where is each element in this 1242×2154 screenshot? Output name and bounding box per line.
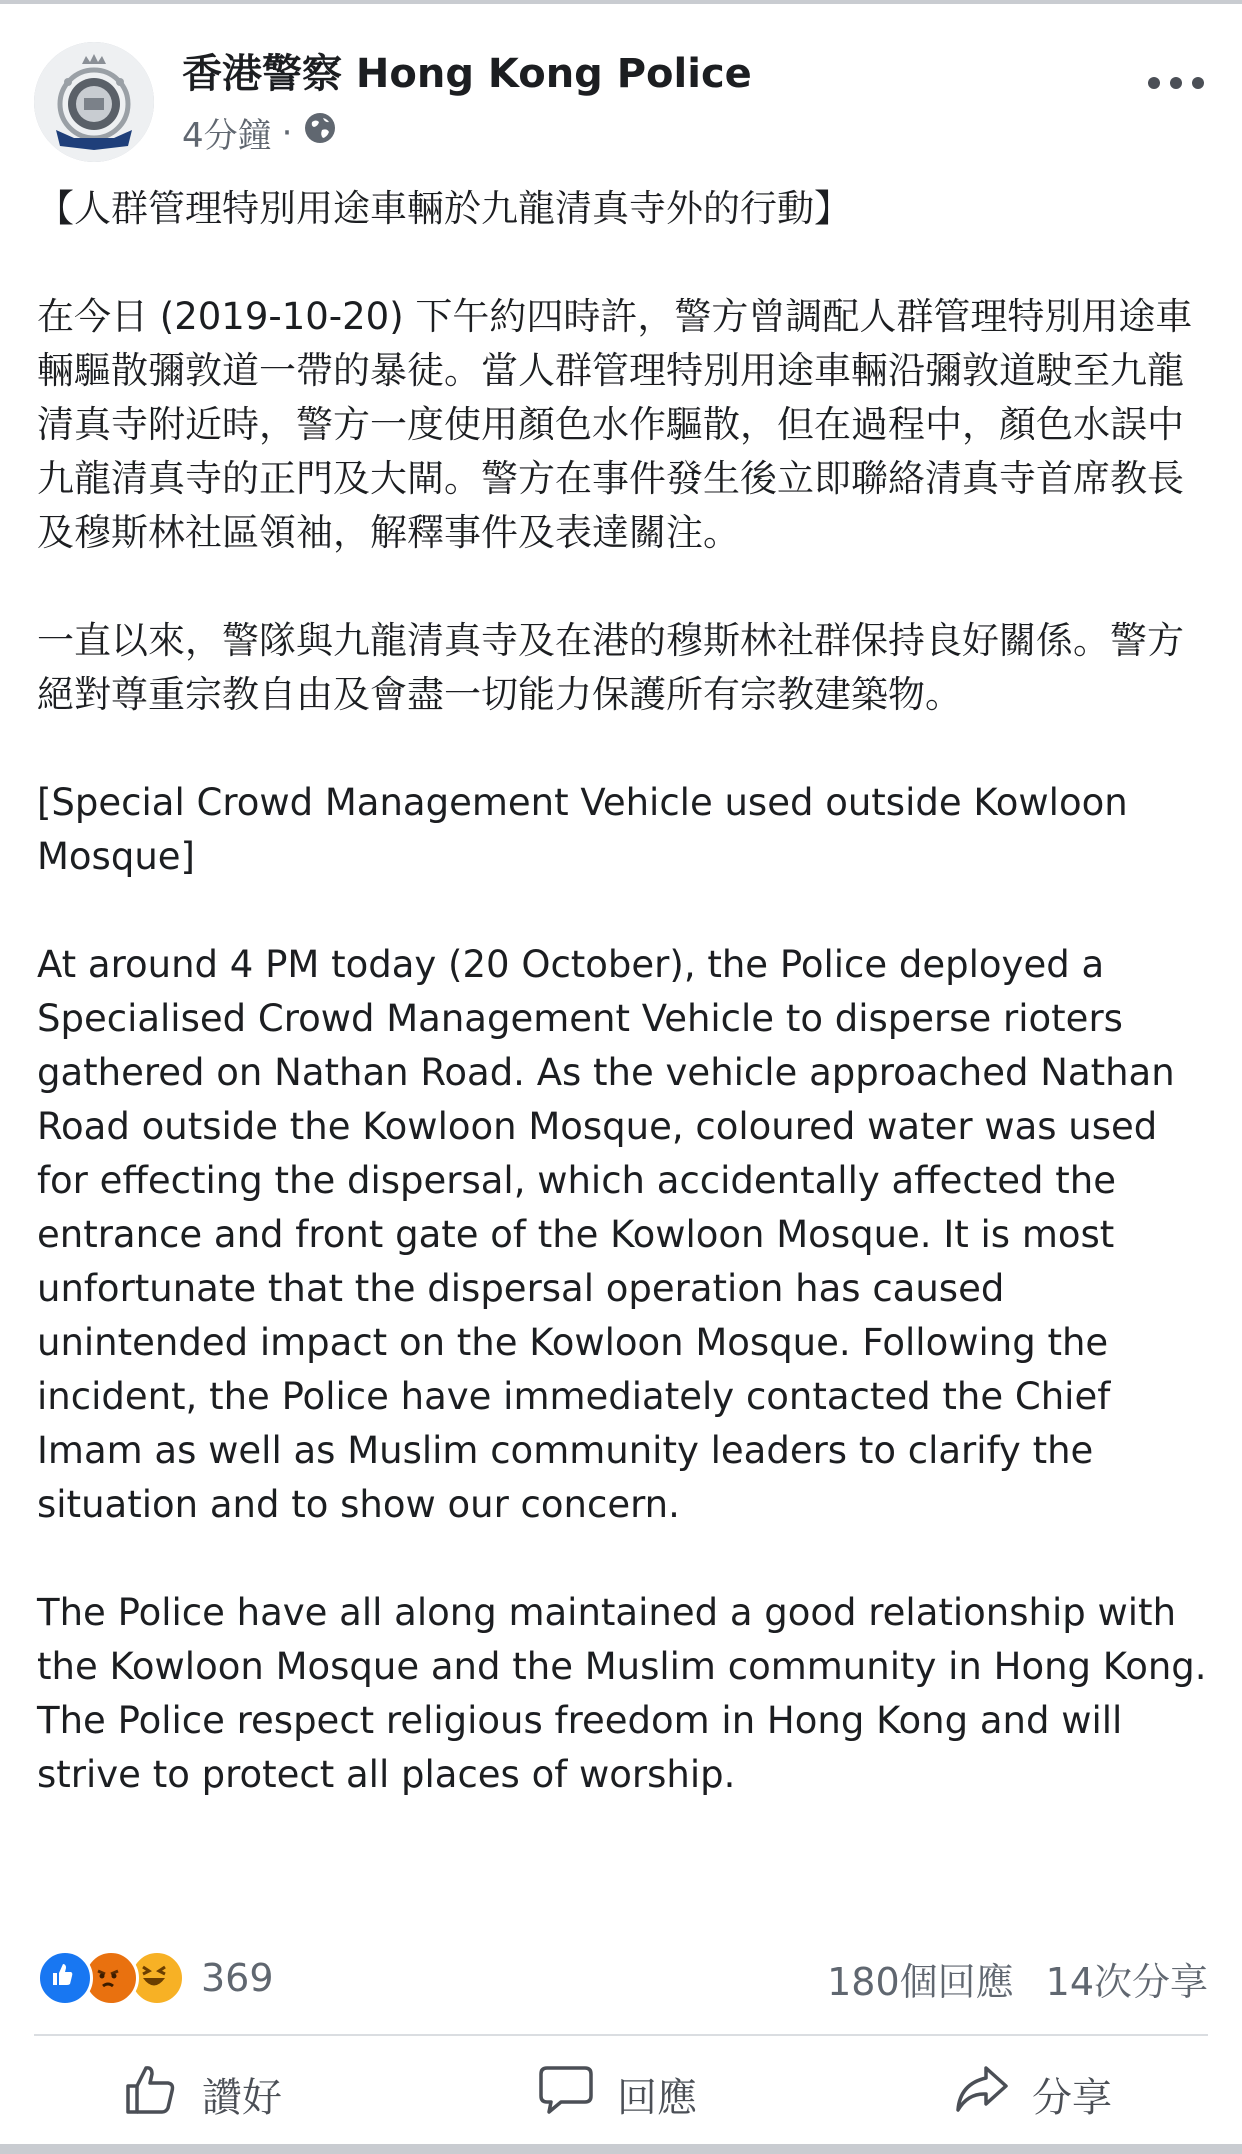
more-options-icon[interactable] bbox=[1148, 68, 1204, 98]
post-paragraph-title-en: [Special Crowd Management Vehicle used outside Kowloon Mosque] bbox=[37, 781, 1140, 878]
post-body bbox=[37, 182, 1217, 1802]
meta-separator: · bbox=[281, 112, 293, 153]
paragraph-spacer bbox=[37, 884, 1217, 938]
reactions-bar bbox=[37, 1950, 1208, 2006]
feed-separator bbox=[0, 2144, 1242, 2154]
comment-label: 回應 bbox=[617, 2074, 697, 2121]
thumbs-up-icon bbox=[122, 2060, 180, 2128]
share-count[interactable]: 14次分享 bbox=[1045, 1959, 1208, 2004]
paragraph-spacer bbox=[37, 560, 1217, 614]
share-arrow-icon bbox=[952, 2060, 1010, 2128]
like-button[interactable] bbox=[0, 2044, 452, 2144]
reaction-count[interactable]: 369 bbox=[201, 1956, 274, 2000]
paragraph-spacer bbox=[37, 722, 1217, 776]
comment-button[interactable] bbox=[452, 2044, 782, 2144]
paragraph-spacer bbox=[37, 236, 1217, 290]
globe-icon bbox=[302, 110, 338, 155]
like-label: 讚好 bbox=[202, 2074, 282, 2121]
more-dot bbox=[1148, 77, 1160, 89]
post-timestamp[interactable]: 4分鐘 bbox=[182, 116, 272, 156]
more-dot bbox=[1170, 77, 1182, 89]
comment-bubble-icon bbox=[537, 2060, 595, 2128]
post-paragraph-en-2: The Police have all along maintained a good relationship with the Kowloon Mosque and the Muslim community in Hong Kong. The Police respect religious freedom in Hong Kong and will strive to protect all places of worship. bbox=[37, 1591, 1219, 1796]
post-paragraph-zh-2: 一直以來，警隊與九龍清真寺及在港的穆斯林社群保持良好關係。警方絕對尊重宗教自由及會盡一切能力保護所有宗教建築物。 bbox=[37, 619, 1184, 716]
page-name[interactable]: 香港警察 Hong Kong Police bbox=[182, 51, 752, 97]
post-header bbox=[34, 40, 1208, 170]
share-label: 分享 bbox=[1032, 2074, 1112, 2121]
reaction-icons[interactable] bbox=[37, 1950, 175, 2006]
divider bbox=[34, 2034, 1208, 2036]
post-paragraph-title-zh: 【人群管理特別用途車輛於九龍清真寺外的行動】 bbox=[37, 187, 851, 230]
paragraph-spacer bbox=[37, 1532, 1217, 1586]
action-bar bbox=[0, 2044, 1242, 2144]
post-card bbox=[0, 4, 1242, 2144]
comment-count[interactable]: 180個回應 bbox=[827, 1959, 1014, 2004]
post-paragraph-zh-1: 在今日 (2019-10-20) 下午約四時許，警方曾調配人群管理特別用途車輛驅散彌敦道一帶的暴徒。當人群管理特別用途車輛沿彌敦道駛至九龍清真寺附近時，警方一度使用顏色水作驅散，但在過程中，顏色水誤中九龍清真寺的正門及大閘。警方在事件發生後立即聯絡清真寺首席教長及穆斯林社區領袖，解釋事件及表達關注。 bbox=[37, 295, 1193, 554]
post-paragraph-en-1: At around 4 PM today (20 October), the Police deployed a Specialised Crowd Management Vehicle to disperse rioters gathered on Nathan Road. As the vehicle approached Nathan Road outside the Kowloon Mosque, coloured water was used for effecting the dispersal, which accidentally affected the entrance and front gate of the Kowloon Mosque. It is most unfortunate that the dispersal operation has caused unintended impact on the Kowloon Mosque. Following the incident, the Police have immediately contacted the Chief Imam as well as Muslim community leaders to clarify the situation and to show our concern. bbox=[37, 943, 1187, 1526]
engagement-counts bbox=[827, 1951, 1208, 2006]
share-button[interactable] bbox=[782, 2044, 1242, 2144]
like-reaction-icon bbox=[37, 1950, 93, 2006]
police-badge-icon bbox=[34, 42, 154, 162]
more-dot bbox=[1192, 77, 1204, 89]
post-meta bbox=[182, 108, 338, 157]
page-avatar[interactable] bbox=[34, 42, 154, 162]
